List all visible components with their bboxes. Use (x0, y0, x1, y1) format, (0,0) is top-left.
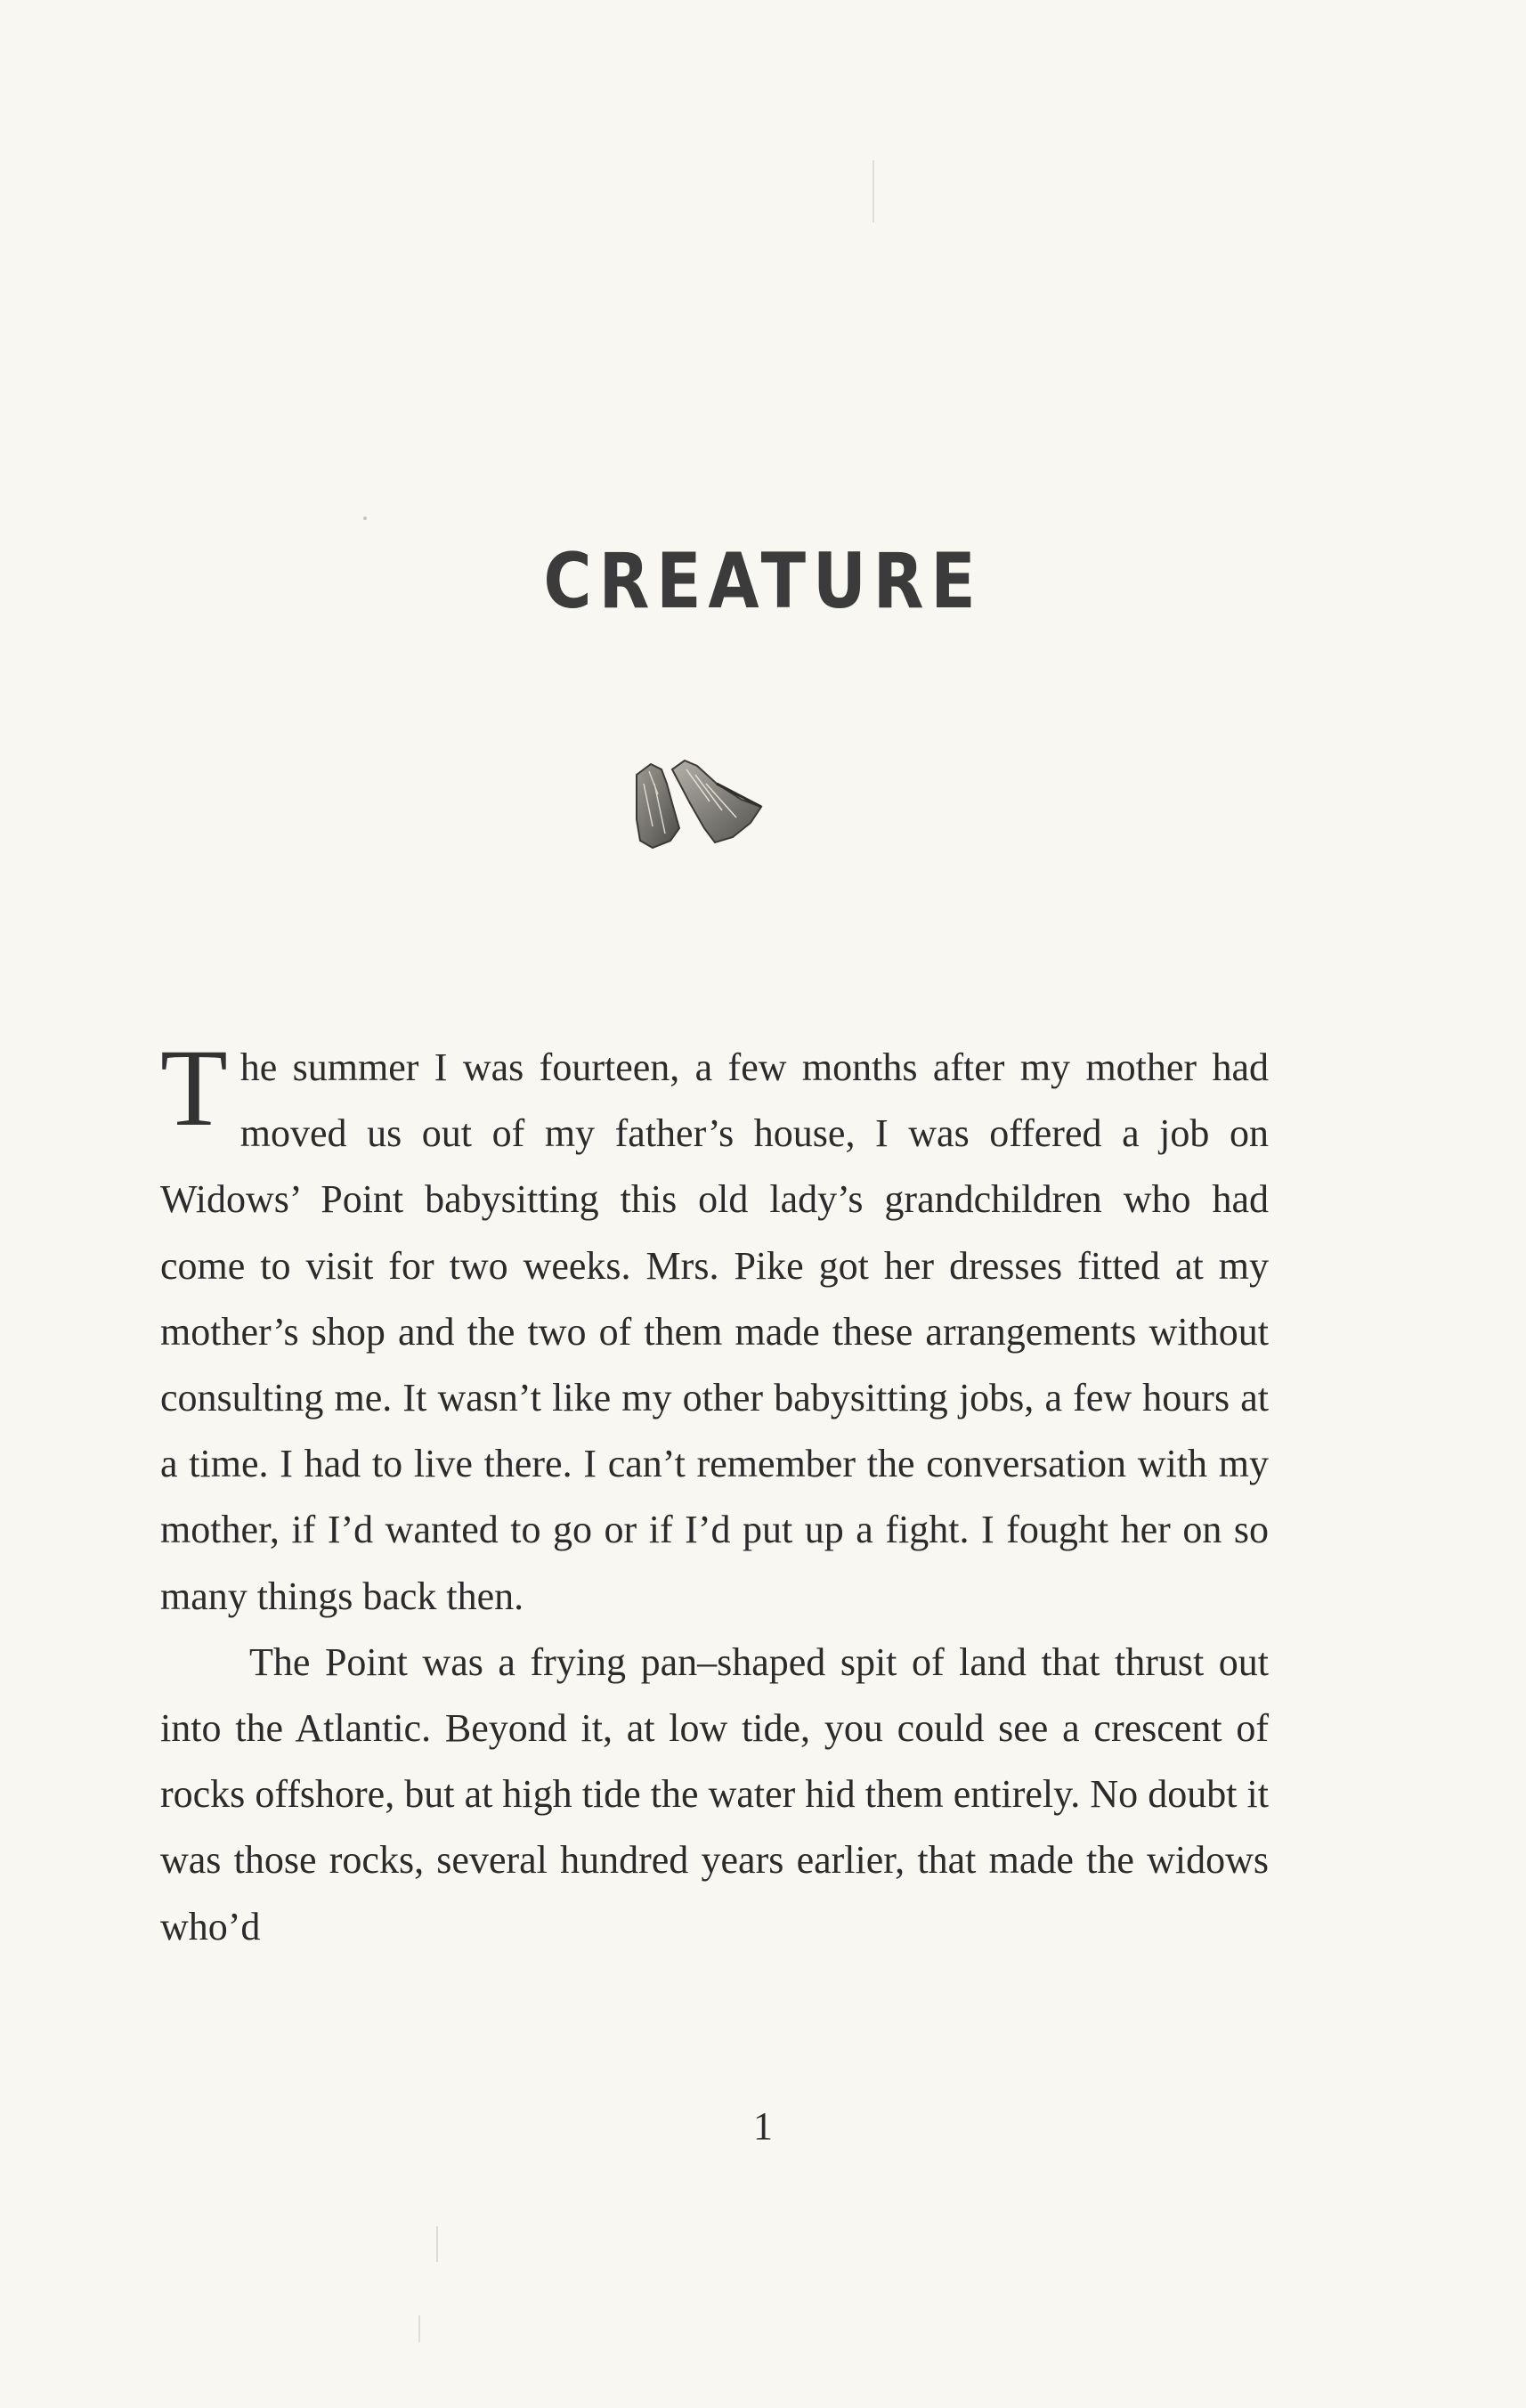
paragraph-1 (160, 1027, 1269, 1630)
page-number: 1 (753, 2104, 773, 2148)
paragraph-2-text: The Point was a frying pan–shaped spit of land that thrust out into the Atlantic. Beyond it, at low tide, you could see a crescent of rocks offshore, but at high tide the water hid them entirely. No doubt it was those rocks, several hundred years earlier, that made the widows who’d (160, 1639, 1269, 1948)
paragraph-2 (160, 1630, 1269, 1960)
scan-speck (418, 2315, 420, 2342)
flippers-icon (628, 748, 770, 864)
chapter-title: CREATURE (543, 537, 983, 626)
drop-cap: T (160, 1027, 228, 1149)
paragraph-1-text: he summer I was fourteen, a few months after my mother had moved us out of my father’s house, I was offered a job on Widows’ Point babysitting this old lady’s grandchildren who had come to visit for two weeks. Mrs. Pike got her dresses fitted at my mother’s shop and the two of them made these arrangements without consulting me. It wasn’t like my other babysitting jobs, a few hours at a time. I had to live there. I can’t remember the conversation with my mother, if I’d wanted to go or if I’d put up a fight. I fought her on so many things back then. (160, 1045, 1269, 1618)
body-text (160, 1027, 1269, 1960)
scan-speck (873, 160, 874, 223)
scan-speck (363, 517, 367, 520)
scan-speck (436, 2226, 438, 2262)
